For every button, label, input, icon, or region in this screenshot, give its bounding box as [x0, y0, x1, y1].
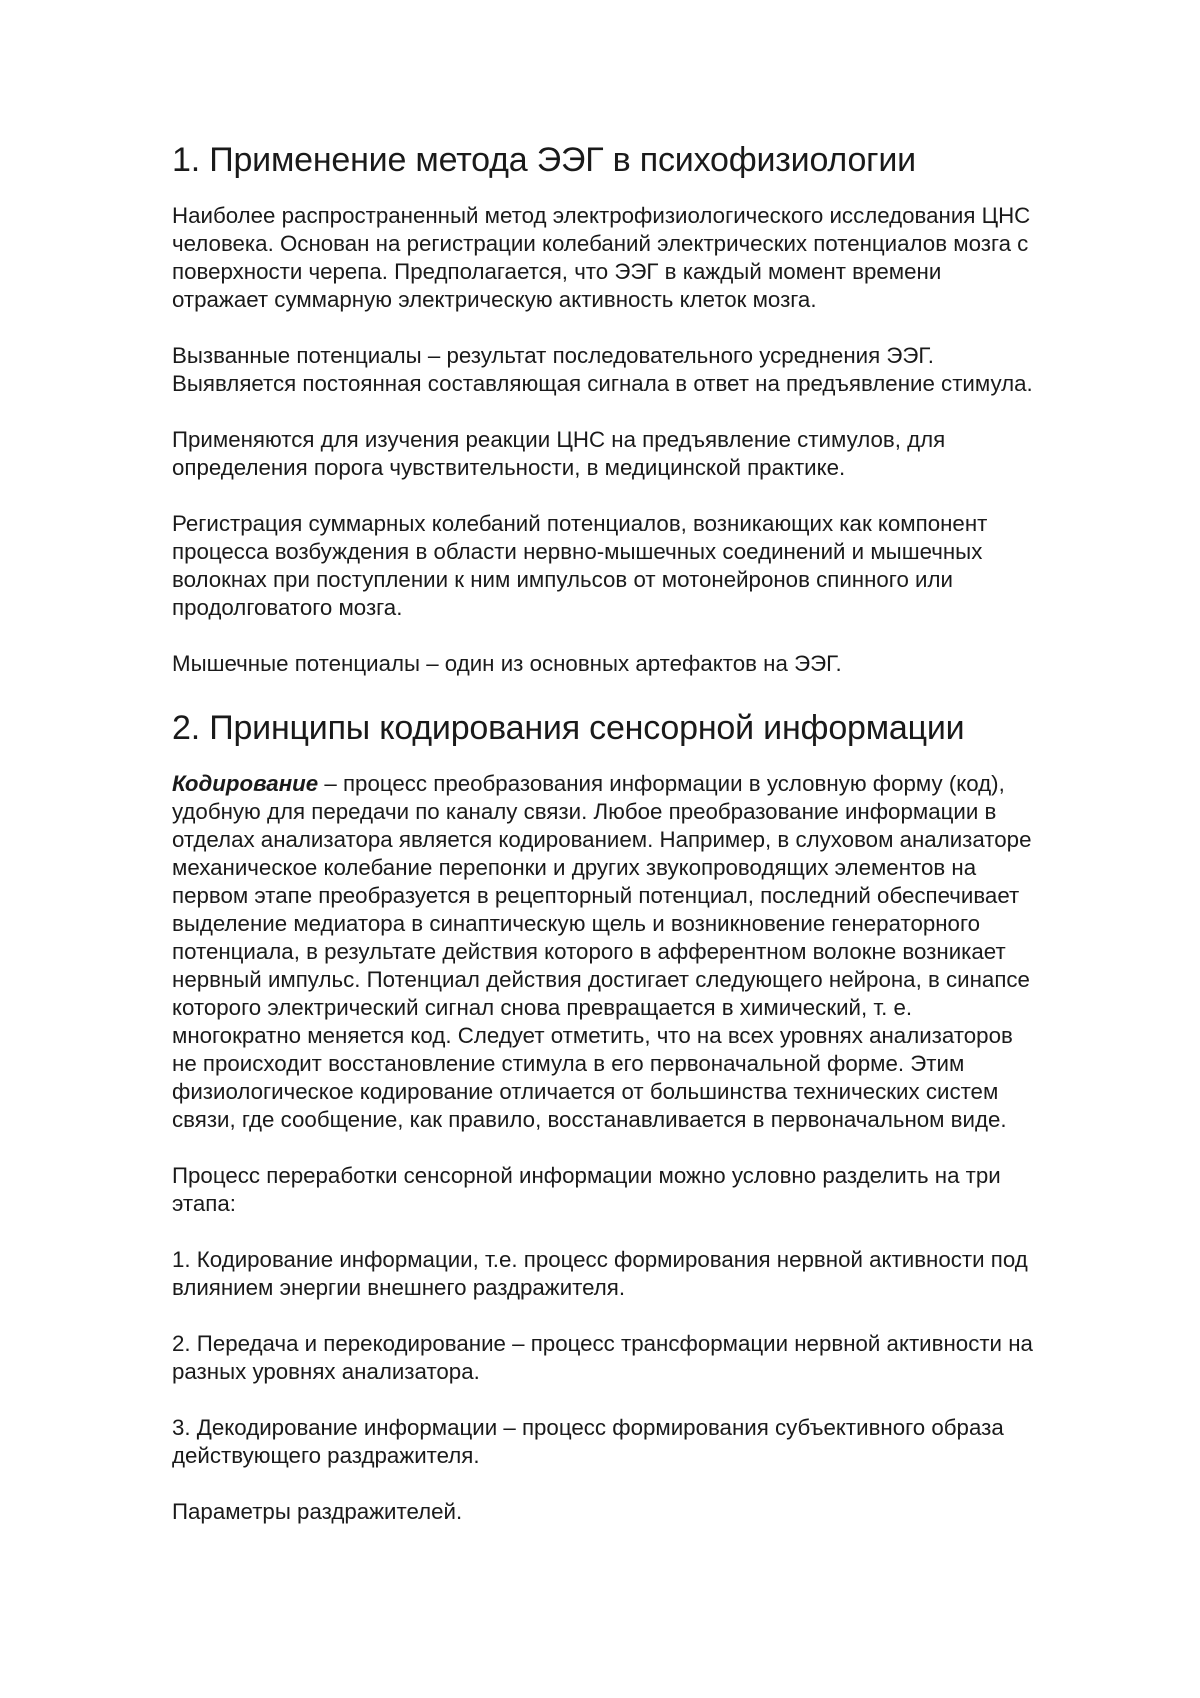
section-1-paragraph-3: Применяются для изучения реакции ЦНС на предъявление стимулов, для определения порога чувствительности, в медицинской практике.	[172, 427, 946, 480]
section-2-title: 2. Принципы кодирования сенсорной информации	[172, 709, 965, 747]
section-1-title: 1. Применение метода ЭЭГ в психофизиологии	[172, 141, 916, 179]
section-1-paragraph-4: Регистрация суммарных колебаний потенциалов, возникающих как компонент процесса возбуждения в области нервно-мышечных соединений и мышечных волокнах при поступлении к ним импульсов от мотонейронов спинного или продолговатого мозга.	[172, 511, 988, 620]
section-1-paragraph-5: Мышечные потенциалы – один из основных артефактов на ЭЭГ.	[172, 651, 842, 676]
section-2-paragraph-5: Параметры раздражителей.	[172, 1499, 463, 1524]
section-2-paragraph-2: 1. Кодирование информации, т.е. процесс формирования нервной активности под влиянием энергии внешнего раздражителя.	[172, 1247, 1028, 1300]
section-1-paragraph-1: Наиболее распространенный метод электрофизиологического исследования ЦНС человека. Основан на регистрации колебаний электрических потенциалов мозга с поверхности черепа. Предполагается, что ЭЭГ в каждый момент времени отражает суммарную электрическую активность клеток мозга.	[172, 203, 1031, 312]
section-2-paragraph-3: 2. Передача и перекодирование – процесс трансформации нервной активности на разных уровнях анализатора.	[172, 1331, 1033, 1384]
section-2-paragraph-1: Процесс переработки сенсорной информации можно условно разделить на три этапа:	[172, 1163, 1001, 1216]
coding-definition-paragraph	[172, 770, 1122, 1134]
section-1-paragraph-2: Вызванные потенциалы – результат последовательного усреднения ЭЭГ. Выявляется постоянная составляющая сигнала в ответ на предъявление стимула.	[172, 343, 1033, 396]
coding-term: Кодирование	[172, 771, 319, 796]
section-2-paragraph-4: 3. Декодирование информации – процесс формирования субъективного образа действующего раздражителя.	[172, 1415, 1004, 1468]
document-page	[172, 138, 1122, 1554]
coding-definition-text: – процесс преобразования информации в условную форму (код), удобную для передачи по каналу связи. Любое преобразование информации в отделах анализатора является кодированием. Например, в слуховом анализаторе механическое колебание перепонки и других звукопроводящих элементов на первом этапе преобразуется в рецепторный потенциал, последний обеспечивает выделение медиатора в синаптическую щель и возникновение генераторного потенциала, в результате действия которого в афферентном волокне возникает нервный импульс. Потенциал действия достигает следующего нейрона, в синапсе которого электрический сигнал снова превращается в химический, т. е. многократно меняется код. Следует отметить, что на всех уровнях анализаторов не происходит восстановление стимула в его первоначальной форме. Этим физиологическое кодирование отличается от большинства технических систем связи, где сообщение, как правило, восстанавливается в первоначальном виде.	[172, 771, 1032, 1132]
